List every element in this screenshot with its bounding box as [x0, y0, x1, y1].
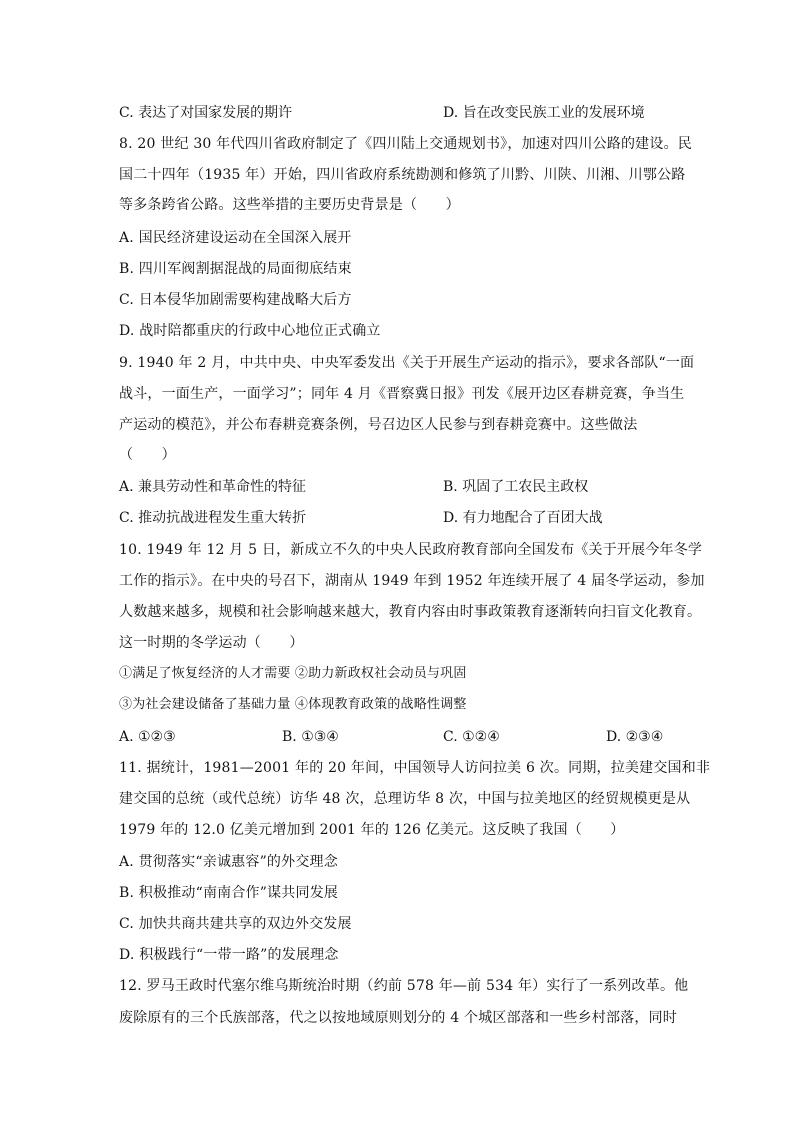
q9-option-d: D. 有力地配合了百团大战: [443, 510, 603, 526]
q8-option-b: B. 四川军阀割据混战的局面彻底结束: [119, 261, 352, 277]
q9-option-b: B. 巩固了工农民主政权: [443, 479, 589, 495]
q11-option-b: B. 积极推动“南南合作”谋共同发展: [119, 885, 339, 901]
q8-stem-line-1: 8. 20 世纪 30 年代四川省政府制定了《四川陆上交通规划书》，加速对四川公路的建设。民: [119, 136, 692, 152]
q10-stem-line-3: 人数越来越多，规模和社会影响越来越大，教育内容由时事政策教育逐渐转向扫盲文化教育。: [119, 604, 702, 620]
q9-option-a: A. 兼具劳动性和革命性的特征: [119, 479, 307, 495]
q8-stem-line-3: 等多条跨省公路。这些举措的主要历史背景是（ ）: [119, 197, 460, 213]
q10-option-c: C. ①②④: [443, 729, 500, 745]
q7-option-c: C. 表达了对国家发展的期许: [119, 105, 293, 121]
q8-option-d: D. 战时陪都重庆的行政中心地位正式确立: [119, 323, 381, 339]
q9-stem-line-1: 9. 1940 年 2 月，中共中央、中央军委发出《关于开展生产运动的指示》，要求各部队“一面: [119, 355, 695, 371]
q7-option-d: D. 旨在改变民族工业的发展环境: [443, 105, 645, 121]
q8-option-a: A. 国民经济建设运动在全国深入展开: [119, 230, 352, 246]
q12-stem-line-2: 废除原有的三个氏族部落，代之以按地域原则划分的 4 个城区部落和一些乡村部落，同时: [119, 1010, 678, 1026]
q12-stem-line-1: 12. 罗马王政时代塞尔维乌斯统治时期（约前 578 年—前 534 年）实行了一系列改革。他: [119, 978, 689, 994]
q9-stem-line-4: （ ）: [119, 447, 176, 463]
q9-stem-line-2: 战斗，一面生产，一面学习”；同年 4 月《晋察冀日报》刊发《展开边区春耕竞赛，争当生: [119, 386, 685, 402]
q11-option-a: A. 贯彻落实“亲诚惠容”的外交理念: [119, 854, 338, 870]
q11-option-c: C. 加快共商共建共享的双边外交发展: [119, 916, 352, 932]
q9-option-c: C. 推动抗战进程发生重大转折: [119, 510, 307, 526]
q11-stem-line-1: 11. 据统计，1981—2001 年的 20 年间，中国领导人访问拉美 6 次。同期，拉美建交国和非: [119, 760, 711, 776]
q10-stem-line-1: 10. 1949 年 12 月 5 日，新成立不久的中央人民政府教育部向全国发布《关于开展今年冬学: [119, 542, 703, 558]
q8-stem-line-2: 国二十四年（1935 年）开始，四川省政府系统勘测和修筑了川黔、川陕、川湘、川鄂公路: [119, 167, 686, 183]
q11-stem-line-2: 建交国的总统（或代总统）访华 48 次，总理访华 8 次，中国与拉美地区的经贸规模更是从: [119, 791, 691, 807]
q10-stem-line-4: 这一时期的冬学运动（ ）: [119, 635, 304, 651]
q10-statements-line-1: ①满足了恢复经济的人才需要 ②助力新政权社会动员与巩固: [119, 666, 467, 681]
q10-option-d: D. ②③④: [606, 729, 664, 745]
q10-option-b: B. ①③④: [282, 729, 339, 745]
q9-stem-line-3: 产运动的模范》，并公布春耕竞赛条例，号召边区人民参与到春耕竞赛中。这些做法: [119, 417, 638, 433]
q10-stem-line-2: 工作的指示》。在中央的号召下，湖南从 1949 年到 1952 年连续开展了 4 届冬学运动，参加: [119, 573, 705, 589]
q8-option-c: C. 日本侵华加剧需要构建战略大后方: [119, 292, 352, 308]
q10-option-a: A. ①②③: [119, 729, 176, 745]
q10-statements-line-2: ③为社会建设储备了基础力量 ④体现教育政策的战略性调整: [119, 697, 467, 712]
q11-stem-line-3: 1979 年的 12.0 亿美元增加到 2001 年的 126 亿美元。这反映了我国（ ）: [119, 822, 625, 838]
q11-option-d: D. 积极践行“一带一路”的发展理念: [119, 947, 339, 963]
